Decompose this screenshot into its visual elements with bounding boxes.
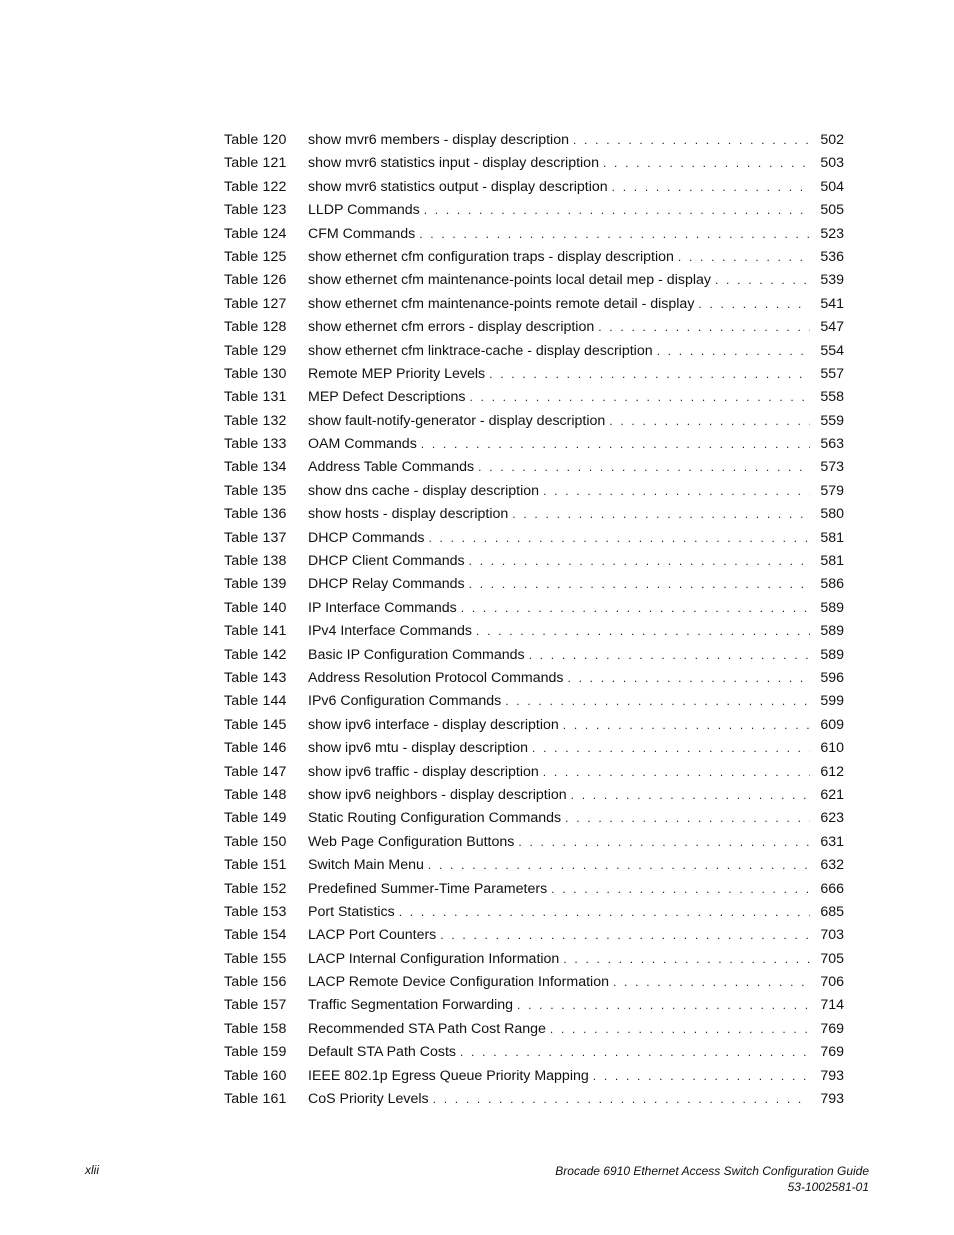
toc-entry[interactable]: [224, 436, 844, 459]
toc-table-title: show mvr6 members - display description: [308, 132, 569, 148]
toc-dot-leader: [613, 975, 810, 989]
toc-entry[interactable]: [224, 179, 844, 202]
toc-page-number: 504: [820, 178, 844, 195]
toc-entry[interactable]: [224, 1044, 844, 1067]
toc-dot-leader: [469, 390, 810, 404]
toc-entry[interactable]: [224, 319, 844, 342]
toc-dot-leader: [489, 367, 810, 381]
toc-table-number: Table 158: [224, 1020, 287, 1037]
toc-page-number: 705: [820, 950, 844, 967]
toc-table-title: show hosts - display description: [308, 506, 509, 523]
toc-entry[interactable]: [224, 927, 844, 950]
toc-table-number: Table 130: [224, 365, 287, 382]
toc-table-number: Table 161: [224, 1091, 287, 1108]
toc-table-number: Table 123: [224, 202, 287, 219]
toc-table-number: Table 136: [224, 506, 287, 523]
toc-entry[interactable]: [224, 717, 844, 740]
toc-table-title: CFM Commands: [308, 225, 416, 242]
toc-entry[interactable]: [224, 155, 844, 178]
toc-page-number: 589: [820, 646, 844, 663]
toc-entry[interactable]: [224, 904, 844, 927]
toc-table-number: Table 121: [224, 155, 287, 172]
toc-dot-leader: [399, 905, 810, 919]
toc-entry[interactable]: [224, 670, 844, 693]
toc-dot-leader: [543, 765, 810, 779]
toc-page-number: 563: [820, 436, 844, 453]
toc-table-title: DHCP Commands: [308, 529, 425, 546]
toc-dot-leader: [543, 484, 810, 498]
toc-dot-leader: [550, 1022, 810, 1036]
toc-entry[interactable]: [224, 1091, 844, 1114]
toc-table-number: Table 132: [224, 412, 287, 429]
toc-dot-leader: [469, 554, 810, 568]
toc-dot-leader: [517, 998, 810, 1012]
toc-dot-leader: [478, 460, 810, 474]
toc-entry[interactable]: [224, 343, 844, 366]
toc-page-number: 541: [820, 295, 844, 312]
toc-dot-leader: [715, 273, 810, 287]
toc-entry[interactable]: [224, 296, 844, 319]
toc-entry[interactable]: [224, 132, 844, 155]
toc-table-title: Address Table Commands: [308, 459, 475, 476]
toc-table-title: Recommended STA Path Cost Range: [308, 1020, 546, 1037]
toc-table-number: Table 135: [224, 482, 287, 499]
toc-entry[interactable]: [224, 506, 844, 529]
toc-entry[interactable]: [224, 1021, 844, 1044]
toc-page-number: 769: [820, 1044, 844, 1061]
toc-dot-leader: [512, 507, 810, 521]
toc-entry[interactable]: [224, 857, 844, 880]
toc-page-number: 586: [820, 576, 844, 593]
toc-table-title: show ethernet cfm maintenance-points remote detail - display: [308, 295, 695, 312]
toc-table-title: show ethernet cfm configuration traps - display description: [308, 248, 674, 265]
toc-entry[interactable]: [224, 576, 844, 599]
toc-table-title: show ethernet cfm maintenance-points local detail mep - display: [308, 272, 711, 289]
toc-table-title: show mvr6 statistics output - display description: [308, 178, 608, 195]
toc-entry[interactable]: [224, 834, 844, 857]
toc-table-number: Table 146: [224, 740, 287, 757]
toc-page-number: 623: [820, 810, 844, 827]
toc-table-number: Table 155: [224, 950, 287, 967]
toc-page-number: 573: [820, 459, 844, 476]
toc-table-title: Predefined Summer-Time Parameters: [308, 880, 548, 897]
toc-entry[interactable]: [224, 974, 844, 997]
toc-table-title: Basic IP Configuration Commands: [308, 646, 525, 663]
toc-table-title: LLDP Commands: [308, 202, 420, 219]
toc-table-number: Table 148: [224, 786, 287, 803]
toc-page-number: 581: [820, 529, 844, 546]
toc-page-number: 503: [820, 155, 844, 172]
toc-dot-leader: [598, 320, 810, 334]
toc-entry[interactable]: [224, 647, 844, 670]
toc-table-number: Table 147: [224, 763, 287, 780]
toc-dot-leader: [440, 928, 810, 942]
toc-dot-leader: [532, 741, 810, 755]
toc-entry[interactable]: [224, 600, 844, 623]
toc-page-number: 502: [820, 132, 844, 148]
toc-table-title: Web Page Configuration Buttons: [308, 833, 515, 850]
toc-entry[interactable]: [224, 764, 844, 787]
toc-entry[interactable]: [224, 459, 844, 482]
toc-table-number: Table 153: [224, 903, 287, 920]
toc-table-number: Table 129: [224, 342, 287, 359]
toc-page-number: 599: [820, 693, 844, 710]
toc-entry[interactable]: [224, 1068, 844, 1091]
toc-table-number: Table 126: [224, 272, 287, 289]
toc-table-number: Table 137: [224, 529, 287, 546]
toc-dot-leader: [678, 250, 810, 264]
toc-table-number: Table 139: [224, 576, 287, 593]
toc-page-number: 596: [820, 669, 844, 686]
toc-page-number: 703: [820, 927, 844, 944]
toc-table-number: Table 157: [224, 997, 287, 1014]
toc-table-title: Remote MEP Priority Levels: [308, 365, 486, 382]
table-of-tables-list: [224, 132, 844, 1114]
toc-table-number: Table 131: [224, 389, 287, 406]
toc-table-title: show ipv6 traffic - display description: [308, 763, 539, 780]
toc-table-title: DHCP Relay Commands: [308, 576, 465, 593]
toc-table-number: Table 160: [224, 1067, 287, 1084]
toc-dot-leader: [603, 156, 810, 170]
toc-table-number: Table 124: [224, 225, 287, 242]
toc-entry[interactable]: [224, 366, 844, 389]
toc-table-title: IPv6 Configuration Commands: [308, 693, 502, 710]
toc-page-number: 539: [820, 272, 844, 289]
toc-page-number: 609: [820, 716, 844, 733]
toc-page-number: 536: [820, 248, 844, 265]
toc-table-title: Static Routing Configuration Commands: [308, 810, 562, 827]
toc-table-title: IPv4 Interface Commands: [308, 623, 473, 640]
toc-table-number: Table 122: [224, 178, 287, 195]
toc-table-number: Table 145: [224, 716, 287, 733]
toc-page-number: 714: [820, 997, 844, 1014]
toc-table-title: OAM Commands: [308, 436, 417, 453]
toc-table-number: Table 142: [224, 646, 287, 663]
toc-table-number: Table 143: [224, 669, 287, 686]
toc-table-title: IEEE 802.1p Egress Queue Priority Mapping: [308, 1067, 589, 1084]
toc-table-title: IP Interface Commands: [308, 599, 457, 616]
toc-entry[interactable]: [224, 951, 844, 974]
toc-entry[interactable]: [224, 202, 844, 225]
toc-table-number: Table 120: [224, 132, 287, 148]
toc-dot-leader: [563, 952, 810, 966]
toc-table-title: show ipv6 neighbors - display description: [308, 786, 567, 803]
toc-dot-leader: [433, 1092, 810, 1106]
toc-page-number: 793: [820, 1091, 844, 1108]
toc-table-title: show ipv6 mtu - display description: [308, 740, 529, 757]
toc-entry[interactable]: [224, 693, 844, 716]
toc-dot-leader: [421, 437, 810, 451]
toc-entry[interactable]: [224, 530, 844, 553]
toc-entry[interactable]: [224, 810, 844, 833]
toc-page-number: 580: [820, 506, 844, 523]
toc-page-number: 666: [820, 880, 844, 897]
toc-table-number: Table 140: [224, 599, 287, 616]
toc-page-number: 706: [820, 974, 844, 991]
toc-table-title: LACP Remote Device Configuration Information: [308, 974, 609, 991]
toc-dot-leader: [593, 1069, 810, 1083]
toc-table-title: CoS Priority Levels: [308, 1091, 429, 1108]
toc-page-number: 621: [820, 786, 844, 803]
toc-dot-leader: [424, 203, 810, 217]
toc-dot-leader: [551, 882, 810, 896]
toc-entry[interactable]: [224, 623, 844, 646]
toc-page-number: 631: [820, 833, 844, 850]
toc-table-title: Traffic Segmentation Forwarding: [308, 997, 514, 1014]
toc-dot-leader: [419, 227, 810, 241]
toc-table-number: Table 156: [224, 974, 287, 991]
toc-page-number: 558: [820, 389, 844, 406]
toc-page-number: 523: [820, 225, 844, 242]
toc-table-title: show dns cache - display description: [308, 482, 540, 499]
toc-page-number: 793: [820, 1067, 844, 1084]
toc-page-number: 769: [820, 1020, 844, 1037]
toc-table-number: Table 141: [224, 623, 287, 640]
toc-table-title: LACP Internal Configuration Information: [308, 950, 560, 967]
toc-page-number: 554: [820, 342, 844, 359]
footer-document-info: [555, 1163, 869, 1195]
toc-page-number: 612: [820, 763, 844, 780]
toc-page-number: 547: [820, 319, 844, 336]
toc-table-number: Table 154: [224, 927, 287, 944]
toc-dot-leader: [609, 414, 810, 428]
toc-dot-leader: [460, 1045, 810, 1059]
footer-doc-title: Brocade 6910 Ethernet Access Switch Configuration Guide: [555, 1164, 869, 1178]
toc-dot-leader: [529, 648, 810, 662]
toc-table-number: Table 127: [224, 295, 287, 312]
toc-table-title: show ethernet cfm errors - display description: [308, 319, 595, 336]
toc-table-title: show ipv6 interface - display description: [308, 716, 559, 733]
toc-dot-leader: [461, 601, 810, 615]
toc-dot-leader: [518, 835, 810, 849]
toc-dot-leader: [469, 577, 810, 591]
toc-dot-leader: [428, 531, 810, 545]
toc-table-title: show fault-notify-generator - display description: [308, 412, 606, 429]
toc-page-number: 610: [820, 740, 844, 757]
toc-entry[interactable]: [224, 272, 844, 295]
toc-dot-leader: [698, 297, 810, 311]
toc-table-number: Table 133: [224, 436, 287, 453]
toc-table-number: Table 125: [224, 248, 287, 265]
toc-page-number: 685: [820, 903, 844, 920]
toc-entry[interactable]: [224, 483, 844, 506]
toc-entry[interactable]: [224, 226, 844, 249]
toc-page-number: 581: [820, 553, 844, 570]
toc-table-title: show mvr6 statistics input - display description: [308, 155, 599, 172]
toc-entry[interactable]: [224, 249, 844, 272]
toc-table-title: Switch Main Menu: [308, 857, 424, 874]
toc-entry[interactable]: [224, 413, 844, 436]
toc-table-number: Table 138: [224, 553, 287, 570]
toc-entry[interactable]: [224, 389, 844, 412]
toc-table-number: Table 149: [224, 810, 287, 827]
toc-table-title: Address Resolution Protocol Commands: [308, 669, 564, 686]
toc-page-number: 559: [820, 412, 844, 429]
toc-dot-leader: [657, 344, 810, 358]
toc-dot-leader: [565, 811, 810, 825]
toc-page-number: 505: [820, 202, 844, 219]
toc-table-title: DHCP Client Commands: [308, 553, 465, 570]
toc-dot-leader: [428, 858, 810, 872]
toc-dot-leader: [571, 788, 810, 802]
toc-table-title: MEP Defect Descriptions: [308, 389, 466, 406]
toc-page-number: 557: [820, 365, 844, 382]
footer-doc-number: 53-1002581-01: [787, 1180, 869, 1194]
toc-page-number: 632: [820, 857, 844, 874]
toc-dot-leader: [612, 180, 810, 194]
toc-table-number: Table 128: [224, 319, 287, 336]
toc-table-number: Table 144: [224, 693, 287, 710]
toc-table-title: show ethernet cfm linktrace-cache - display description: [308, 342, 653, 359]
toc-entry[interactable]: [224, 881, 844, 904]
toc-table-number: Table 151: [224, 857, 287, 874]
toc-dot-leader: [476, 624, 810, 638]
toc-page-number: 579: [820, 482, 844, 499]
toc-table-title: LACP Port Counters: [308, 927, 437, 944]
toc-dot-leader: [568, 671, 811, 685]
footer-page-number: xlii: [85, 1163, 99, 1177]
toc-table-number: Table 134: [224, 459, 287, 476]
toc-dot-leader: [573, 133, 810, 147]
toc-page-number: 589: [820, 599, 844, 616]
toc-entry[interactable]: [224, 997, 844, 1020]
toc-entry[interactable]: [224, 553, 844, 576]
toc-entry[interactable]: [224, 787, 844, 810]
toc-entry[interactable]: [224, 740, 844, 763]
toc-dot-leader: [505, 694, 810, 708]
toc-table-number: Table 159: [224, 1044, 287, 1061]
toc-table-title: Port Statistics: [308, 903, 395, 920]
toc-table-number: Table 152: [224, 880, 287, 897]
toc-table-number: Table 150: [224, 833, 287, 850]
toc-dot-leader: [563, 718, 810, 732]
toc-page-number: 589: [820, 623, 844, 640]
toc-table-title: Default STA Path Costs: [308, 1044, 456, 1061]
